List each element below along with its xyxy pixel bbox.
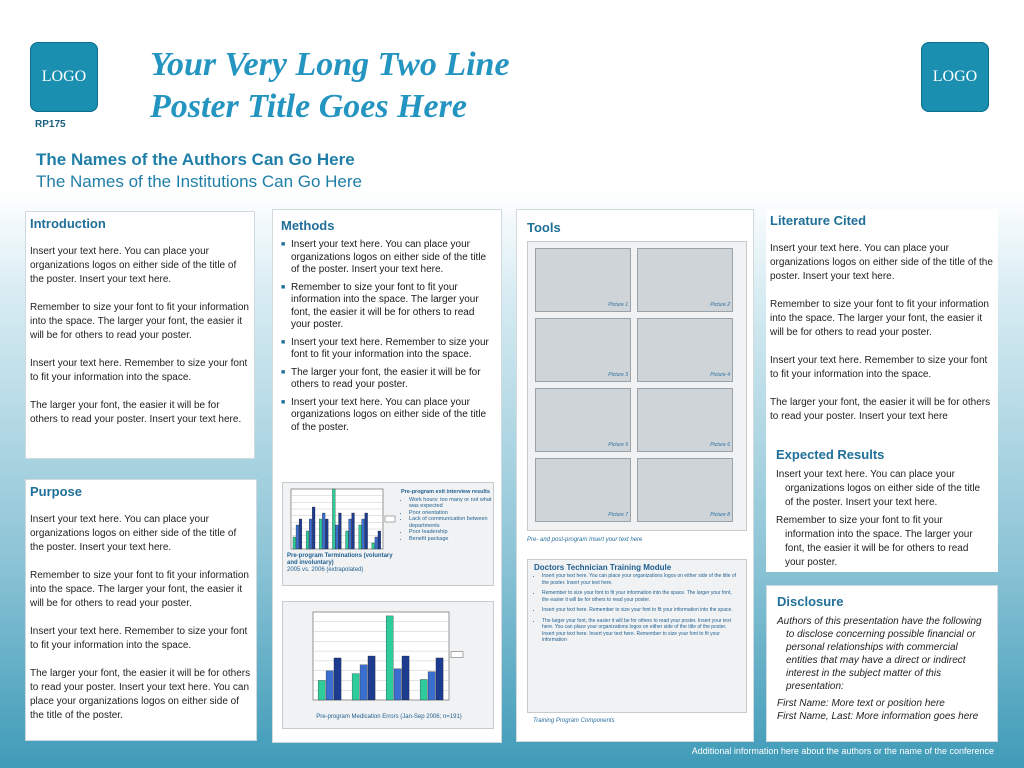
legend-box: [385, 516, 395, 522]
terminations-chart: [287, 487, 397, 555]
introduction-body: [30, 245, 250, 427]
chart-bar: [299, 519, 302, 549]
purpose-panel: [25, 479, 257, 741]
disclosure-body: [777, 615, 987, 723]
module-title: Doctors Technician Training Module: [534, 563, 672, 572]
medication-errors-caption: Pre-program Medication Errors (Jan-Sep 2006; n=191): [316, 714, 462, 720]
purpose-heading: Purpose: [30, 484, 83, 499]
institutions: The Names of the Institutions Can Go Here: [36, 172, 362, 191]
intro-paragraph: Insert your text here. Remember to size your font to fit your information into the space.: [30, 358, 248, 383]
chart-bar: [394, 669, 401, 700]
picture-label: Picture 3: [608, 372, 628, 378]
exit-interview-title: Pre-program exit interview results: [401, 489, 490, 495]
methods-bullet: ■ Insert your text here. You can place your organizations logos on either side of the title of the poster. Insert your text here.: [281, 239, 493, 277]
chart-bar: [318, 680, 325, 700]
picture-4: [637, 318, 733, 382]
chart-bar: [402, 656, 409, 700]
chart-bar: [365, 513, 368, 549]
title-line-2: Poster Title Goes Here: [150, 88, 467, 125]
chart-bar: [420, 679, 427, 700]
literature-heading: Literature Cited: [770, 213, 867, 228]
picture-3: [535, 318, 631, 382]
disclosure-panel: [766, 585, 998, 742]
disclosure-line-1: First Name: More text or position here: [777, 698, 945, 709]
terminations-chart-box: [282, 482, 494, 586]
intro-paragraph: Insert your text here. You can place your organizations logos on either side of the title of the poster. Insert your text here.: [30, 246, 237, 285]
disclosure-text: Authors of this presentation have the following to disclose concerning possible financial or personal relationships with commercial entities that may have a direct or indirect interest in the subject matter of this presentation:: [777, 616, 982, 692]
picture-2: [637, 248, 733, 312]
methods-panel: [272, 209, 502, 743]
picture-5: [535, 388, 631, 452]
disclosure-line-2: First Name, Last: More information goes here: [777, 711, 979, 722]
picture-label: Picture 8: [710, 512, 730, 518]
literature-paragraph: Remember to size your font to fit your information into the space. The larger your font, the easier it will be for others to read your poster.: [770, 299, 989, 338]
terminations-caption-sub: 2005 vs. 2006 (extrapolated): [287, 567, 364, 573]
module-caption: Training Program Components: [533, 718, 615, 724]
exit-interview-item: • Poor leadership: [409, 529, 493, 536]
chart-bar: [335, 525, 338, 549]
chart-bar: [428, 672, 435, 700]
exit-interview-item: • Benefit package: [409, 536, 493, 543]
footer-text: Additional information here about the authors or the name of the conference: [691, 746, 994, 756]
purpose-paragraph: Insert your text here. Remember to size your font to fit your information into the space.: [30, 626, 248, 651]
module-bullet: • Insert your text here. Remember to size your font to fit your information into the space.: [542, 607, 740, 614]
chart-bar: [332, 489, 335, 549]
chart-bar: [360, 665, 367, 700]
chart-bar: [339, 513, 342, 549]
picture-label: Picture 2: [710, 302, 730, 308]
chart-bar: [349, 519, 352, 549]
literature-paragraph: The larger your font, the easier it will be for others to read your poster. Insert your text here: [770, 397, 991, 422]
exit-interview-item: • Poor orientation: [409, 510, 493, 517]
literature-body: [770, 242, 994, 424]
picture-label: Picture 5: [608, 442, 628, 448]
logo-right: LOGO: [921, 42, 989, 112]
expected-results-body: [776, 468, 988, 570]
poster-title: [150, 44, 570, 128]
expected-results-panel: [766, 441, 998, 572]
module-list: [542, 573, 740, 644]
picture-6: [637, 388, 733, 452]
picture-7: [535, 458, 631, 522]
chart-bar: [359, 525, 362, 549]
intro-paragraph: Remember to size your font to fit your information into the space. The larger your font, the easier it will be for others to read your poster.: [30, 302, 249, 341]
methods-bullet: ■ Insert your text here. Remember to size your font to fit your information into the space.: [281, 337, 493, 362]
intro-paragraph: The larger your font, the easier it will be for others to read your poster. Insert your text here.: [30, 400, 242, 425]
chart-bar: [375, 537, 378, 549]
medication-errors-chart: [307, 610, 465, 708]
pictures-grid: [527, 241, 747, 531]
chart-bar: [352, 674, 359, 700]
chart-bar: [386, 616, 393, 700]
introduction-panel: [25, 211, 255, 459]
chart-bar: [306, 531, 309, 549]
tools-panel: [516, 209, 754, 742]
logo-left: LOGO: [30, 42, 98, 112]
chart-bar: [436, 658, 443, 700]
title-line-1: Your Very Long Two Line: [150, 46, 510, 83]
chart-bar: [325, 519, 328, 549]
disclosure-heading: Disclosure: [777, 594, 844, 609]
authors: The Names of the Authors Can Go Here: [36, 150, 355, 169]
chart-bar: [322, 513, 325, 549]
methods-heading: Methods: [281, 218, 335, 233]
terminations-caption: [287, 553, 397, 574]
methods-bullet: ■ Remember to size your font to fit your information into the space. The larger your font, the easier it will be for others to read your poster.: [281, 282, 493, 332]
chart-bar: [334, 658, 341, 700]
legend-box: [451, 652, 463, 658]
purpose-body: [30, 513, 252, 723]
tools-heading: Tools: [527, 220, 561, 235]
training-module-box: [527, 559, 747, 713]
picture-label: Picture 7: [608, 512, 628, 518]
module-bullet: • The larger your font, the easier it will be for others to read your poster. Insert your text here. You can place your organizations logos on either side of the title of the poster. Insert your text here. Insert your text here. Remember to size your font to fit your information: [542, 618, 740, 644]
terminations-caption-title: Pre-program Terminations (voluntary and involuntary): [287, 553, 393, 566]
expected-item: Insert your text here. You can place your organizations logos on either side of the title of the poster. Insert your text here.: [776, 469, 981, 508]
medication-errors-chart-box: [282, 601, 494, 729]
chart-bar: [368, 656, 375, 700]
chart-bar: [319, 519, 322, 549]
chart-bar: [309, 519, 312, 549]
literature-paragraph: Insert your text here. Remember to size your font to fit your information into the space.: [770, 355, 988, 380]
picture-1: [535, 248, 631, 312]
chart-bar: [378, 531, 381, 549]
methods-bullet: ■ The larger your font, the easier it will be for others to read your poster.: [281, 367, 493, 392]
chart-bar: [326, 671, 333, 700]
chart-bar: [362, 519, 365, 549]
exit-interview-item: • Work hours: too many or not what was expected: [409, 497, 493, 510]
picture-8: [637, 458, 733, 522]
poster-id: RP175: [35, 119, 66, 130]
picture-label: Picture 1: [608, 302, 628, 308]
methods-bullet: ■ Insert your text here. You can place your organizations logos on either side of the title of the poster.: [281, 397, 493, 435]
exit-interview-results: [401, 489, 493, 542]
chart-bar: [293, 537, 296, 549]
module-bullet: • Insert your text here. You can place your organizations logos on either side of the title of the poster. Insert your text here.: [542, 573, 740, 586]
chart-bar: [352, 513, 355, 549]
purpose-paragraph: The larger your font, the easier it will be for others to read your poster. Insert your text here. You can place your organizations logos on either side of the title of the poster.: [30, 668, 251, 721]
expected-item: Remember to size your font to fit your information into the space. The larger your font, the easier it will be for others to read your poster.: [776, 515, 973, 568]
literature-paragraph: Insert your text here. You can place your organizations logos on either side of the title of the poster. Insert your text here.: [770, 243, 993, 282]
purpose-paragraph: Insert your text here. You can place your organizations logos on either side of the title of the poster. Insert your text here.: [30, 514, 237, 553]
chart-bar: [312, 507, 315, 549]
module-bullet: • Remember to size your font to fit your information into the space. The larger your font, the easier it will be for others to read your poster.: [542, 590, 740, 603]
exit-interview-list: [409, 497, 493, 543]
purpose-paragraph: Remember to size your font to fit your information into the space. The larger your font, the easier it will be for others to read your poster.: [30, 570, 249, 609]
exit-interview-item: • Lack of communication between departments: [409, 516, 493, 529]
picture-label: Picture 6: [710, 442, 730, 448]
picture-label: Picture 4: [710, 372, 730, 378]
expected-results-heading: Expected Results: [776, 447, 885, 462]
pictures-caption: Pre- and post-program Insert your text here: [527, 537, 643, 543]
chart-bar: [296, 525, 299, 549]
literature-panel: [766, 209, 998, 441]
methods-list: [281, 239, 493, 434]
chart-bar: [372, 543, 375, 549]
introduction-heading: Introduction: [30, 216, 106, 231]
chart-bar: [346, 531, 349, 549]
